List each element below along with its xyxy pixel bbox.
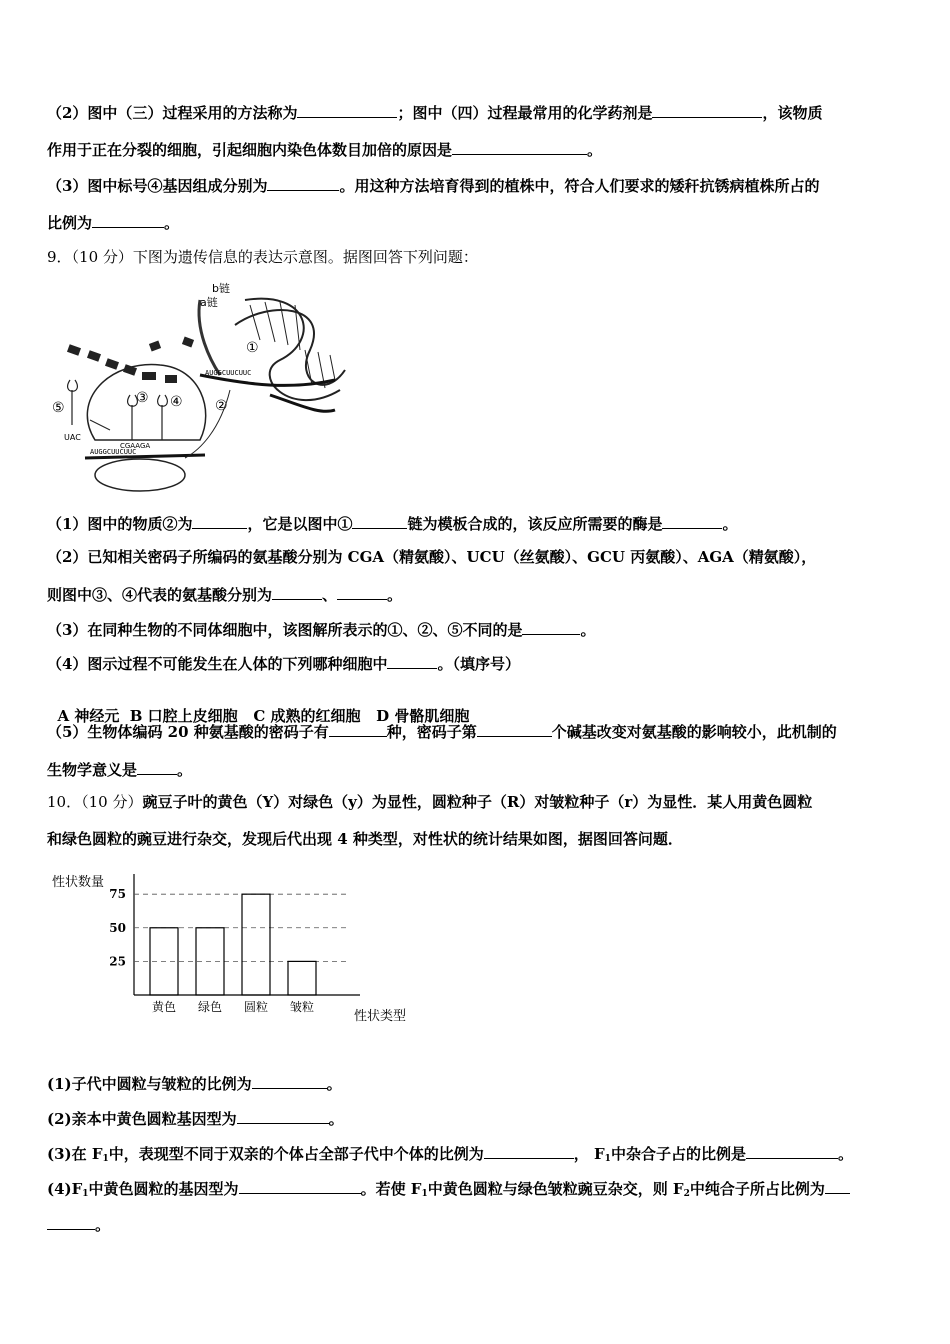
q8-p2-text-b: ；图中（四）过程最常用的化学药剂是 xyxy=(397,104,653,122)
a-chain-label: a链 xyxy=(200,296,218,309)
q9-heading xyxy=(47,247,478,267)
marker-3: ③ xyxy=(136,390,149,406)
period: 。 xyxy=(722,515,738,533)
category-label: 圆粒 xyxy=(243,1000,269,1014)
y-tick-label: 75 xyxy=(109,887,126,902)
anticodon-cgaaga-label: CGAAGA xyxy=(120,442,151,450)
answer-blank[interactable] xyxy=(237,1107,329,1124)
mrna-sequence-label: AUGGCUUCUUC xyxy=(90,448,137,456)
subscript: 1 xyxy=(102,1154,109,1164)
chart-axes xyxy=(134,874,360,995)
q9-p1-text-c: 链为模板合成的，该反应所需要的酶是 xyxy=(407,515,663,533)
marker-2: ② xyxy=(215,398,228,414)
q8-part2-line2 xyxy=(47,138,602,160)
q9-p2-text-a: （2）已知相关密码子所编码的氨基酸分别为 CGA（精氨酸）、UCU（丝氨酸）、GCU 丙氨酸）、AGA（精氨酸）， xyxy=(47,548,817,566)
q10-part3 xyxy=(47,1142,853,1169)
answer-blank[interactable] xyxy=(272,583,322,600)
subscript: 1 xyxy=(82,1189,89,1199)
answer-blank[interactable] xyxy=(192,512,247,529)
q10-heading-text: 豌豆子叶的黄色（Y）对绿色（y）为显性，圆粒种子（R）对皱粒种子（r）为显性．某人用黄色圆粒 xyxy=(142,793,813,811)
q8-part3-line1 xyxy=(47,174,819,196)
bar-皱粒 xyxy=(288,961,316,995)
q10-heading xyxy=(47,792,812,812)
chart-ylabel: 性状数量 xyxy=(52,875,105,890)
trna-exit-arrow xyxy=(90,420,110,430)
q10-number: 10．（10 分） xyxy=(47,793,143,811)
q9-part1 xyxy=(47,512,738,534)
dna-sequence-label: AUGGCUUCUUC xyxy=(205,369,252,377)
q8-p3-text-b: 。用这种方法培育得到的植株中，符合人们要求的矮秆抗锈病植株所占的 xyxy=(339,177,820,195)
period: 。 xyxy=(328,1110,344,1128)
answer-blank[interactable] xyxy=(652,101,762,118)
q8-p2-text-a: （2）图中（三）过程采用的方法称为 xyxy=(47,104,298,122)
q9-p5-text-b: 种，密码子第 xyxy=(386,723,477,741)
subscript: 2 xyxy=(683,1189,690,1199)
q10-s1-text: (1)子代中圆粒与皱粒的比例为 xyxy=(47,1075,252,1093)
separator: 、 xyxy=(322,586,338,604)
ribosome-small-subunit xyxy=(95,459,185,491)
answer-blank[interactable] xyxy=(47,1213,95,1230)
marker-4: ④ xyxy=(170,394,183,410)
answer-blank[interactable] xyxy=(352,512,407,529)
q9-part3 xyxy=(47,618,595,640)
q9-part5-line1 xyxy=(47,720,837,742)
bar-圆粒 xyxy=(242,894,270,995)
y-tick-label: 25 xyxy=(109,954,126,969)
chart-ticks xyxy=(109,887,126,968)
q10-heading-text-line2: 和绿色圆粒的豌豆进行杂交，发现后代出现 4 种类型，对性状的统计结果如图，据图回答问题． xyxy=(47,830,683,848)
answer-blank[interactable] xyxy=(387,652,437,669)
b-chain-label: b链 xyxy=(212,282,230,295)
answer-blank[interactable] xyxy=(297,101,397,118)
period: 。 xyxy=(580,621,596,639)
period: 。 xyxy=(95,1216,111,1234)
period: 。 xyxy=(587,141,603,159)
q9-p5-text-c: 个碱基改变对氨基酸的影响较小，此机制的 xyxy=(551,723,837,741)
q10-s3-text-a: (3)在 F xyxy=(47,1145,103,1163)
answer-blank[interactable] xyxy=(329,720,387,737)
period: 。 xyxy=(837,1145,853,1163)
q8-p2-text-line2: 作用于正在分裂的细胞，引起细胞内染色体数目加倍的原因是 xyxy=(47,141,453,159)
trait-bar-chart xyxy=(50,862,430,1032)
chart-categories xyxy=(152,999,314,1014)
q10-s3-text-b: 中，表现型不同于双亲的个体占全部子代中个体的比例为 xyxy=(108,1145,484,1163)
q8-part3-line2 xyxy=(47,211,179,233)
peptide-chain xyxy=(67,337,194,383)
answer-blank[interactable] xyxy=(746,1142,838,1159)
answer-blank[interactable] xyxy=(662,512,722,529)
trna-group xyxy=(68,380,168,440)
subscript: 1 xyxy=(604,1154,611,1164)
q10-s4-text-b: 中黄色圆粒的基因型为 xyxy=(88,1180,239,1198)
subscript: 1 xyxy=(421,1189,428,1199)
category-label: 皱粒 xyxy=(289,1000,315,1014)
q8-p2-text-c: ，该物质 xyxy=(762,104,823,122)
q10-part2 xyxy=(47,1107,344,1129)
q9-p3-text: （3）在同种生物的不同体细胞中，该图解所表示的①、②、⑤不同的是 xyxy=(47,621,523,639)
anticodon-uac-label: UAC xyxy=(64,433,81,442)
q10-s3-text-c: ， F xyxy=(573,1145,605,1163)
period: 。 xyxy=(164,214,180,232)
answer-blank[interactable] xyxy=(239,1177,361,1194)
answer-blank[interactable] xyxy=(337,583,387,600)
answer-blank[interactable] xyxy=(92,211,164,228)
chart-bars xyxy=(150,894,316,995)
answer-blank[interactable] xyxy=(452,138,587,155)
q9-p1-text-b: ，它是以图中① xyxy=(247,515,353,533)
q10-s3-text-d: 中杂合子占的比例是 xyxy=(610,1145,746,1163)
q10-part1 xyxy=(47,1072,342,1094)
q10-s4-text-e: 中纯合子所占比例为 xyxy=(689,1180,825,1198)
q9-p5-text-a: （5）生物体编码 20 种氨基酸的密码子有 xyxy=(47,723,329,741)
answer-blank[interactable] xyxy=(825,1177,850,1194)
answer-blank[interactable] xyxy=(522,618,580,635)
category-label: 绿色 xyxy=(197,1000,223,1014)
category-label: 黄色 xyxy=(151,1000,177,1014)
q9-p4-text-b: 。（填序号） xyxy=(437,655,520,673)
marker-5: ⑤ xyxy=(52,400,65,416)
answer-blank[interactable] xyxy=(484,1142,574,1159)
q10-part4-line1 xyxy=(47,1177,850,1204)
q9-options-text: A 神经元 B 口腔上皮细胞 C 成熟的红细胞 D 骨骼肌细胞 xyxy=(57,707,470,725)
a-chain-strand xyxy=(199,300,220,375)
chart-xlabel: 性状类型 xyxy=(354,1009,407,1024)
q9-part2-line2 xyxy=(47,583,402,605)
y-tick-label: 50 xyxy=(109,920,126,935)
q9-number: 9．（10 分） xyxy=(47,248,133,266)
q9-p4-text-a: （4）图示过程不可能发生在人体的下列哪种细胞中 xyxy=(47,655,388,673)
q9-part4 xyxy=(47,652,520,674)
q8-part2-line1 xyxy=(47,101,822,123)
q10-s4-text-c: 。若使 F xyxy=(360,1180,422,1198)
q10-s4-text-a: (4)F xyxy=(47,1180,83,1198)
answer-blank[interactable] xyxy=(252,1072,327,1089)
q9-part2-line1 xyxy=(47,547,816,567)
period: 。 xyxy=(387,586,403,604)
answer-blank[interactable] xyxy=(137,758,177,775)
period: 。 xyxy=(326,1075,342,1093)
answer-blank[interactable] xyxy=(477,720,552,737)
q10-s2-text: (2)亲本中黄色圆粒基因型为 xyxy=(47,1110,237,1128)
q9-heading-text: 下图为遗传信息的表达示意图。据图回答下列问题： xyxy=(132,248,478,266)
q9-part5-line2 xyxy=(47,758,192,780)
q10-s4-text-d: 中黄色圆粒与绿色皱粒豌豆杂交，则 F xyxy=(427,1180,684,1198)
period: 。 xyxy=(177,761,193,779)
q10-part4-line2 xyxy=(47,1213,110,1235)
q8-p3-text-line2: 比例为 xyxy=(47,214,93,232)
q8-p3-text-a: （3）图中标号④基因组成分别为 xyxy=(47,177,268,195)
marker-1: ① xyxy=(246,340,259,356)
q9-p2-text-b: 则图中③、④代表的氨基酸分别为 xyxy=(47,586,273,604)
answer-blank[interactable] xyxy=(267,174,339,191)
gene-expression-diagram xyxy=(50,280,350,495)
q9-p1-text-a: （1）图中的物质②为 xyxy=(47,515,193,533)
q10-heading-line2 xyxy=(47,829,683,849)
q9-p5-text-line2: 生物学意义是 xyxy=(47,761,138,779)
